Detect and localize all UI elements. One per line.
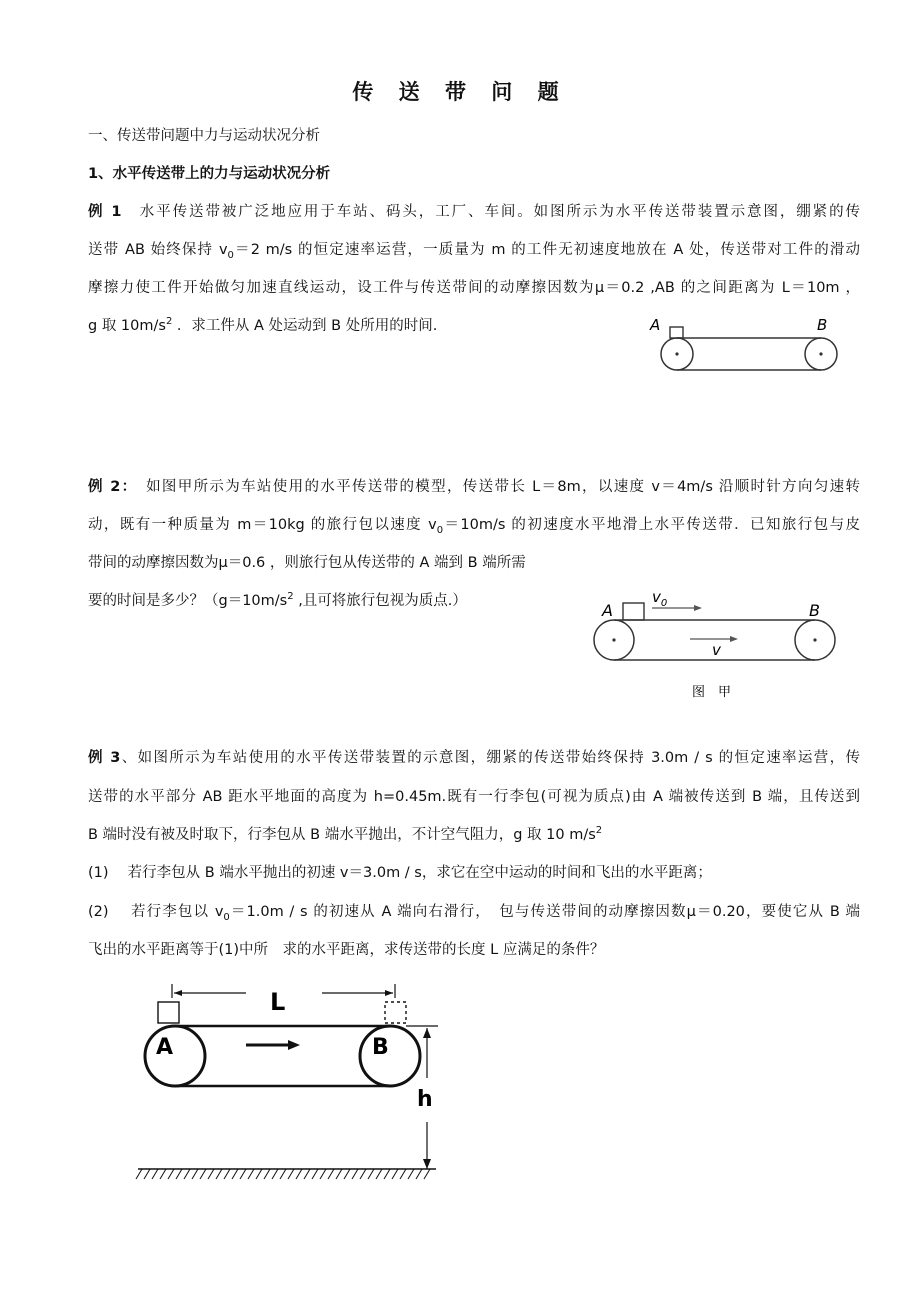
ex3-q2-text-b: ＝1.0m / s 的初速从 A 端向右滑行， 包与传送带间的动摩擦因数μ＝0.20，要使它从 B 端 xyxy=(229,904,861,920)
ex3-q2-text-a: (2) 若行李包以 v xyxy=(88,904,224,920)
figure-caption: 图 甲 xyxy=(692,685,732,700)
ex1-line-3: 摩擦力使工件开始做匀加速直线运动，设工件与传送带间的动摩擦因数为μ＝0.2 ,AB 的之间距离为 L＝10m ， xyxy=(88,280,860,296)
luggage-box xyxy=(158,1002,179,1023)
ex3-line-2: 送带的水平部分 AB 距水平地面的高度为 h=0.45m.既有一行李包(可视为质点)由 A 端被传送到 B 端，且传送到 xyxy=(88,789,860,805)
ex3-label-l: L xyxy=(270,988,286,1016)
ex3-text-1: 、如图所示为车站使用的水平传送带装置的示意图，绷紧的传送带始终保持 3.0m / s 的恒定速率运营，传 xyxy=(120,750,860,766)
ex2-line-3: 带间的动摩擦因数为μ＝0.6 ，则旅行包从传送带的 A 端到 B 端所需 xyxy=(88,555,526,571)
ex1-text-4a: g 取 10m/s xyxy=(88,318,166,334)
ex1-sup: 2 xyxy=(165,316,173,328)
ex1-line-2 xyxy=(88,238,860,261)
ex1-label-a: A xyxy=(650,316,661,334)
ex3-label-a: A xyxy=(156,1035,174,1060)
v0-label: $v_0$ xyxy=(652,588,668,609)
ex2-label-a: A xyxy=(602,601,613,620)
ex3-line-1 xyxy=(88,746,860,767)
ex3-question-2 xyxy=(88,900,860,923)
ex1-text-1: 水平传送带被广泛地应用于车站、码头，工厂、车间。如图所示为水平传送带装置示意图，绷紧的传 xyxy=(139,204,861,220)
ex3-label-b: B xyxy=(372,1035,389,1060)
ex2-conveyor-figure xyxy=(580,584,850,710)
ex1-text-4b: ．求工件从 A 处运动到 B 处所用的时间. xyxy=(172,318,438,334)
ex1-sub: 0 xyxy=(227,249,234,261)
ground-hatching xyxy=(136,1169,430,1179)
ex2-text-2a: 动，既有一种质量为 m＝10kg 的旅行包以速度 v xyxy=(88,517,437,533)
ex1-conveyor-figure xyxy=(640,312,850,382)
ex1-label-b: B xyxy=(817,316,828,334)
ex1-text-2a: 送带 AB 始终保持 v xyxy=(88,242,228,258)
ex3-text-3a: B 端时没有被及时取下，行李包从 B 端水平抛出，不计空气阻力，g 取 10 m/s xyxy=(88,827,596,843)
ex3-label: 例 3 xyxy=(88,750,121,766)
ex3-sup: 2 xyxy=(595,825,603,837)
subsection-heading: 1、水平传送带上的力与运动状况分析 xyxy=(88,166,331,182)
suitcase-box xyxy=(623,603,644,620)
luggage-box-dashed xyxy=(385,1002,406,1023)
ex3-conveyor-figure xyxy=(130,980,450,1190)
ex3-q2-sub: 0 xyxy=(223,911,230,923)
ex2-text-1: 如图甲所示为车站使用的水平传送带的模型，传送带长 L＝8m，以速度 v＝4m/s 沿顺时针方向匀速转 xyxy=(146,479,861,495)
section-heading: 一、传送带问题中力与运动状况分析 xyxy=(88,128,320,144)
page-title: 传 送 带 问 题 xyxy=(352,80,568,104)
ex3-line-3 xyxy=(88,823,860,844)
ex2-line-2 xyxy=(88,513,860,536)
ex2-text-4a: 要的时间是多少？（g＝10m/s xyxy=(88,593,288,609)
ex3-question-1: (1) 若行李包从 B 端水平抛出的初速 v＝3.0m / s，求它在空中运动的时间和飞出的水平距离； xyxy=(88,865,712,881)
ex2-label-b: B xyxy=(809,601,820,620)
ex1-text-2b: ＝2 m/s 的恒定速率运营，一质量为 m 的工件无初速度地放在 A 处，传送带对工件的滑动 xyxy=(233,242,860,258)
v-label: v xyxy=(712,641,721,659)
ex3-label-h: h xyxy=(417,1087,433,1112)
ex2-line-1 xyxy=(88,475,860,496)
ex3-question-2-cont: 飞出的水平距离等于(1)中所 求的水平距离，求传送带的长度 L 应满足的条件？ xyxy=(88,942,605,958)
ex2-text-4b: ,且可将旅行包视为质点.） xyxy=(293,593,467,609)
ex2-sub: 0 xyxy=(436,524,444,536)
ex2-sup: 2 xyxy=(287,591,294,603)
ex1-line-1 xyxy=(88,200,860,221)
ex2-text-2b: ＝10m/s 的初速度水平地滑上水平传送带．已知旅行包与皮 xyxy=(443,517,861,533)
workpiece-box xyxy=(670,327,683,338)
ex1-label: 例 1 xyxy=(88,204,122,220)
ex2-label: 例 2： xyxy=(88,479,131,495)
